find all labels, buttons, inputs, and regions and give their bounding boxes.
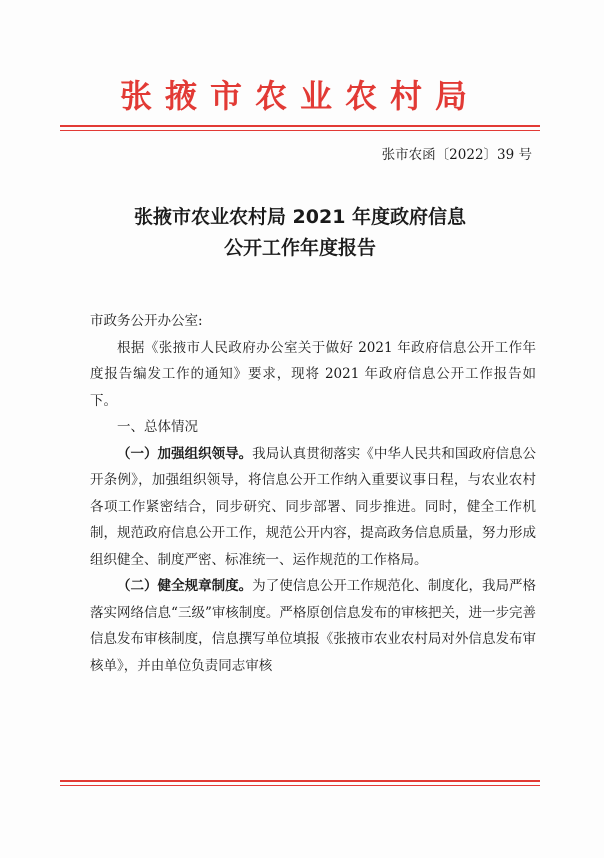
- paragraph-organization-leadership: [90, 441, 536, 574]
- document-number: 张市农函〔2022〕39 号: [381, 147, 532, 163]
- footer-red-rule-thin: [60, 785, 540, 786]
- document-title-line-1: 张掖市农业农村局 2021 年度政府信息: [133, 206, 467, 228]
- section-heading-overview: 一、总体情况: [117, 419, 198, 435]
- intro-paragraph: 根据《张掖市人民政府办公室关于做好 2021 年政府信息公开工作年度报告编发工作的通知》要求，现将 2021 年政府信息公开工作报告如下。: [90, 339, 536, 409]
- header-red-rule-thin: [60, 130, 540, 131]
- issuing-authority-header: 张掖市农业农村局: [119, 77, 480, 115]
- salutation: 市政务公开办公室:: [90, 313, 203, 329]
- header-red-rule-thick: [60, 125, 540, 127]
- footer-red-rule-thick: [60, 780, 540, 782]
- document-title: [60, 202, 540, 264]
- item-text-rules-and-regulations: 为了使信息公开工作规范化、制度化，我局严格落实网络信息“三级”审核制度。严格原创信息发布的审核把关，进一步完善信息发布审核制度，信息撰写单位填报《张掖市农业农村局对外信息发布审核单》，并由单位负责同志审核: [90, 578, 537, 674]
- item-lead-organization-leadership: （一）加强组织领导。: [117, 445, 253, 462]
- document-body: [90, 308, 536, 679]
- item-lead-rules-and-regulations: （二）健全规章制度。: [117, 578, 253, 594]
- item-text-organization-leadership: 我局认真贯彻落实《中华人民共和国政府信息公开条例》，加强组织领导，将信息公开工作纳入重要议事日程，与农业农村各项工作紧密结合，同步研究、同步部署、同步推进。同时，健全工作机制，规范政府信息公开工作，规范公开内容，提高政务信息质量，努力形成组织健全、制度严密、标准统一、运作规范的工作格局。: [90, 445, 537, 568]
- paragraph-rules-and-regulations: [90, 573, 536, 679]
- document-title-line-2: 公开工作年度报告: [223, 237, 376, 259]
